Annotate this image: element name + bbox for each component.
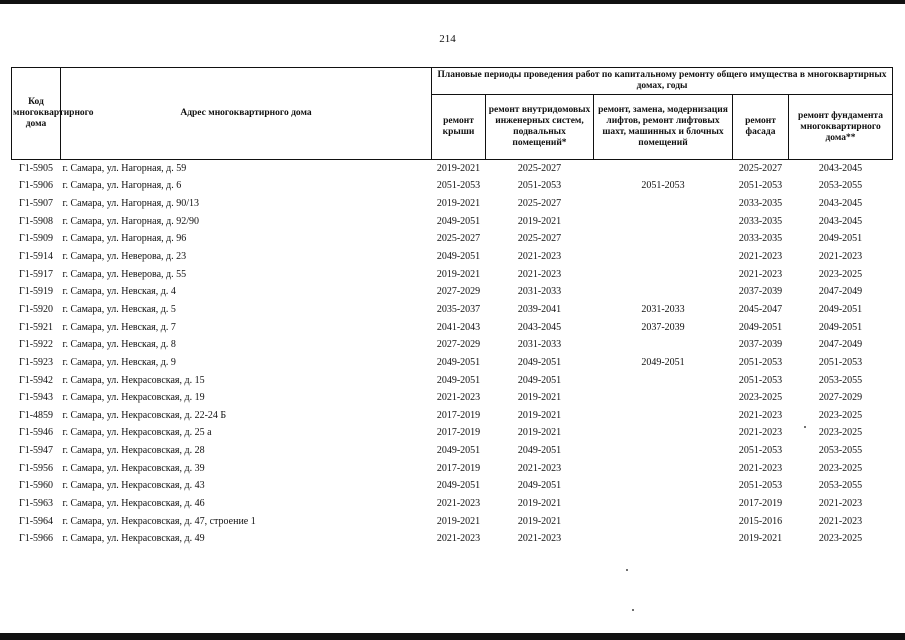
cell-code: Г1-5946 <box>18 427 54 439</box>
cell-foundation: 2047-2049 <box>818 339 863 351</box>
cell-code: Г1-5943 <box>18 392 54 404</box>
cell-code: Г1-5921 <box>18 321 54 333</box>
cell-facade: 2025-2027 <box>738 162 783 174</box>
cell-facade: 2021-2023 <box>738 462 783 474</box>
cell-address: г. Самара, ул. Нагорная, д. 90/13 <box>62 198 200 210</box>
cell-facade: 2021-2023 <box>738 268 783 280</box>
cell-elevators <box>594 442 733 460</box>
cell-elevators <box>594 460 733 478</box>
cell-roof: 2017-2019 <box>436 409 481 421</box>
cell-elevators <box>594 495 733 513</box>
cell-elevators <box>594 407 733 425</box>
cell-roof: 2051-2053 <box>436 180 481 192</box>
cell-foundation: 2023-2025 <box>818 409 863 421</box>
cell-systems: 2051-2053 <box>517 180 562 192</box>
cell-foundation: 2027-2029 <box>818 392 863 404</box>
cell-code: Г1-5960 <box>18 480 54 492</box>
cell-facade: 2045-2047 <box>738 303 783 315</box>
header-facade: ремонт фасада <box>733 95 789 160</box>
table-row <box>12 442 893 460</box>
cell-roof: 2027-2029 <box>436 339 481 351</box>
table-row <box>12 460 893 478</box>
cell-foundation: 2023-2025 <box>818 268 863 280</box>
cell-elevators <box>594 389 733 407</box>
cell-facade: 2033-2035 <box>738 198 783 210</box>
table-row <box>12 495 893 513</box>
cell-systems: 2043-2045 <box>517 321 562 333</box>
cell-code: Г1-5909 <box>18 233 54 245</box>
cell-systems: 2049-2051 <box>517 356 562 368</box>
cell-foundation: 2047-2049 <box>818 286 863 298</box>
cell-code: Г1-5922 <box>18 339 54 351</box>
cell-code: Г1-5920 <box>18 303 54 315</box>
table-row <box>12 301 893 319</box>
cell-elevators <box>594 231 733 249</box>
cell-foundation: 2043-2045 <box>818 215 863 227</box>
cell-roof: 2049-2051 <box>436 215 481 227</box>
cell-code: Г1-5907 <box>18 198 54 210</box>
cell-roof: 2035-2037 <box>436 303 481 315</box>
header-code: Код многоквартирного дома <box>12 68 61 160</box>
cell-foundation: 2023-2025 <box>818 427 863 439</box>
cell-facade: 2033-2035 <box>738 215 783 227</box>
page-number: 214 <box>439 33 456 45</box>
cell-systems: 2019-2021 <box>517 215 562 227</box>
cell-address: г. Самара, ул. Невская, д. 8 <box>62 339 176 351</box>
cell-elevators <box>594 478 733 496</box>
cell-address: г. Самара, ул. Некрасовская, д. 28 <box>62 445 205 457</box>
cell-systems: 2039-2041 <box>517 303 562 315</box>
cell-foundation: 2053-2055 <box>818 180 863 192</box>
table-row <box>12 248 893 266</box>
cell-elevators <box>594 160 733 178</box>
header-systems: ремонт внутридомовых инженерных систем, подвальных помещений* <box>486 95 594 160</box>
cell-facade: 2049-2051 <box>738 321 783 333</box>
table-row <box>12 513 893 531</box>
cell-code: Г1-5908 <box>18 215 54 227</box>
cell-code: Г1-5923 <box>18 356 54 368</box>
table-row <box>12 231 893 249</box>
cell-facade: 2051-2053 <box>738 445 783 457</box>
cell-elevators <box>594 513 733 531</box>
scan-speck <box>626 569 628 571</box>
cell-elevators <box>594 530 733 548</box>
cell-address: г. Самара, ул. Нагорная, д. 6 <box>62 180 182 192</box>
cell-roof: 2019-2021 <box>436 268 481 280</box>
cell-elevators <box>594 283 733 301</box>
cell-roof: 2019-2021 <box>436 515 481 527</box>
cell-elevators: 2049-2051 <box>641 356 685 368</box>
table-row <box>12 389 893 407</box>
cell-address: г. Самара, ул. Некрасовская, д. 19 <box>62 392 205 404</box>
cell-facade: 2023-2025 <box>738 392 783 404</box>
cell-facade: 2037-2039 <box>738 339 783 351</box>
cell-systems: 2019-2021 <box>517 515 562 527</box>
cell-foundation: 2051-2053 <box>818 356 863 368</box>
table-row <box>12 213 893 231</box>
cell-systems: 2019-2021 <box>517 497 562 509</box>
cell-code: Г1-5919 <box>18 286 54 298</box>
cell-address: г. Самара, ул. Нагорная, д. 92/90 <box>62 215 200 227</box>
cell-code: Г1-4859 <box>18 409 54 421</box>
cell-systems: 2021-2023 <box>517 533 562 545</box>
cell-systems: 2049-2051 <box>517 445 562 457</box>
table-row <box>12 372 893 390</box>
cell-address: г. Самара, ул. Невская, д. 5 <box>62 303 176 315</box>
cell-facade: 2033-2035 <box>738 233 783 245</box>
table-body <box>12 160 893 549</box>
header-address: Адрес многоквартирного дома <box>61 68 432 160</box>
table-row <box>12 283 893 301</box>
cell-address: г. Самара, ул. Неверова, д. 23 <box>62 251 187 263</box>
table-row <box>12 530 893 548</box>
cell-address: г. Самара, ул. Некрасовская, д. 15 <box>62 374 205 386</box>
table-row <box>12 478 893 496</box>
cell-facade: 2021-2023 <box>738 251 783 263</box>
cell-elevators <box>594 425 733 443</box>
cell-roof: 2049-2051 <box>436 356 481 368</box>
cell-address: г. Самара, ул. Невская, д. 7 <box>62 321 176 333</box>
cell-foundation: 2049-2051 <box>818 321 863 333</box>
cell-address: г. Самара, ул. Неверова, д. 55 <box>62 268 187 280</box>
table-row <box>12 354 893 372</box>
cell-roof: 2021-2023 <box>436 392 481 404</box>
cell-systems: 2025-2027 <box>517 162 562 174</box>
cell-facade: 2037-2039 <box>738 286 783 298</box>
cell-foundation: 2043-2045 <box>818 162 863 174</box>
cell-roof: 2049-2051 <box>436 445 481 457</box>
cell-code: Г1-5942 <box>18 374 54 386</box>
cell-elevators: 2037-2039 <box>641 321 685 333</box>
cell-systems: 2049-2051 <box>517 374 562 386</box>
cell-elevators: 2051-2053 <box>641 180 685 192</box>
cell-code: Г1-5947 <box>18 445 54 457</box>
cell-roof: 2049-2051 <box>436 251 481 263</box>
cell-code: Г1-5964 <box>18 515 54 527</box>
cell-foundation: 2049-2051 <box>818 303 863 315</box>
cell-foundation: 2021-2023 <box>818 251 863 263</box>
cell-foundation: 2053-2055 <box>818 445 863 457</box>
cell-foundation: 2021-2023 <box>818 497 863 509</box>
cell-address: г. Самара, ул. Нагорная, д. 96 <box>62 233 187 245</box>
cell-systems: 2025-2027 <box>517 233 562 245</box>
cell-facade: 2017-2019 <box>738 497 783 509</box>
table-row <box>12 160 893 178</box>
cell-foundation: 2021-2023 <box>818 515 863 527</box>
header-roof: ремонт крыши <box>432 95 486 160</box>
cell-systems: 2019-2021 <box>517 427 562 439</box>
cell-elevators <box>594 195 733 213</box>
cell-roof: 2041-2043 <box>436 321 481 333</box>
cell-elevators <box>594 266 733 284</box>
cell-systems: 2031-2033 <box>517 286 562 298</box>
table-row <box>12 319 893 337</box>
cell-systems: 2019-2021 <box>517 409 562 421</box>
cell-facade: 2051-2053 <box>738 356 783 368</box>
cell-roof: 2021-2023 <box>436 533 481 545</box>
cell-systems: 2021-2023 <box>517 462 562 474</box>
cell-foundation: 2053-2055 <box>818 374 863 386</box>
cell-elevators <box>594 336 733 354</box>
cell-systems: 2049-2051 <box>517 480 562 492</box>
cell-elevators <box>594 372 733 390</box>
cell-systems: 2021-2023 <box>517 268 562 280</box>
bottom-border <box>0 633 905 640</box>
cell-facade: 2021-2023 <box>738 427 783 439</box>
cell-facade: 2021-2023 <box>738 409 783 421</box>
table-row <box>12 425 893 443</box>
cell-roof: 2019-2021 <box>436 198 481 210</box>
table-row <box>12 336 893 354</box>
cell-address: г. Самара, ул. Невская, д. 4 <box>62 286 176 298</box>
cell-roof: 2049-2051 <box>436 480 481 492</box>
cell-elevators <box>594 248 733 266</box>
cell-facade: 2015-2016 <box>738 515 783 527</box>
cell-foundation: 2053-2055 <box>818 480 863 492</box>
cell-code: Г1-5966 <box>18 533 54 545</box>
cell-address: г. Самара, ул. Нагорная, д. 59 <box>62 162 187 174</box>
top-border <box>0 0 905 4</box>
cell-facade: 2051-2053 <box>738 480 783 492</box>
cell-address: г. Самара, ул. Некрасовская, д. 43 <box>62 480 205 492</box>
cell-address: г. Самара, ул. Некрасовская, д. 49 <box>62 533 205 545</box>
cell-elevators: 2031-2033 <box>641 303 685 315</box>
table-row <box>12 195 893 213</box>
cell-address: г. Самара, ул. Невская, д. 9 <box>62 356 176 368</box>
cell-systems: 2031-2033 <box>517 339 562 351</box>
scan-speck <box>632 609 634 611</box>
cell-address: г. Самара, ул. Некрасовская, д. 47, строение 1 <box>62 515 256 527</box>
cell-foundation: 2043-2045 <box>818 198 863 210</box>
scan-speck <box>804 426 806 428</box>
cell-foundation: 2049-2051 <box>818 233 863 245</box>
table-row <box>12 266 893 284</box>
cell-address: г. Самара, ул. Некрасовская, д. 22-24 Б <box>62 409 227 421</box>
cell-systems: 2019-2021 <box>517 392 562 404</box>
cell-systems: 2021-2023 <box>517 251 562 263</box>
header-periods-group: Плановые периоды проведения работ по капитальному ремонту общего имущества в многоквартирных домах, годы <box>432 68 893 95</box>
cell-facade: 2051-2053 <box>738 180 783 192</box>
cell-roof: 2025-2027 <box>436 233 481 245</box>
cell-foundation: 2023-2025 <box>818 533 863 545</box>
cell-facade: 2019-2021 <box>738 533 783 545</box>
cell-facade: 2051-2053 <box>738 374 783 386</box>
cell-elevators <box>594 213 733 231</box>
table-row <box>12 178 893 196</box>
header-foundation: ремонт фундамента многоквартирного дома** <box>789 95 893 160</box>
cell-roof: 2017-2019 <box>436 427 481 439</box>
capital-repair-table <box>11 67 893 548</box>
cell-roof: 2021-2023 <box>436 497 481 509</box>
cell-code: Г1-5914 <box>18 251 54 263</box>
cell-address: г. Самара, ул. Некрасовская, д. 46 <box>62 497 205 509</box>
cell-roof: 2027-2029 <box>436 286 481 298</box>
cell-foundation: 2023-2025 <box>818 462 863 474</box>
cell-roof: 2049-2051 <box>436 374 481 386</box>
cell-systems: 2025-2027 <box>517 198 562 210</box>
cell-code: Г1-5906 <box>18 180 54 192</box>
cell-address: г. Самара, ул. Некрасовская, д. 39 <box>62 462 205 474</box>
cell-code: Г1-5917 <box>18 268 54 280</box>
cell-code: Г1-5963 <box>18 497 54 509</box>
cell-code: Г1-5905 <box>18 162 54 174</box>
cell-roof: 2017-2019 <box>436 462 481 474</box>
cell-code: Г1-5956 <box>18 462 54 474</box>
cell-address: г. Самара, ул. Некрасовская, д. 25 а <box>62 427 212 439</box>
table-row <box>12 407 893 425</box>
header-elevators: ремонт, замена, модернизация лифтов, ремонт лифтовых шахт, машинных и блочных помещений <box>594 95 733 160</box>
cell-roof: 2019-2021 <box>436 162 481 174</box>
